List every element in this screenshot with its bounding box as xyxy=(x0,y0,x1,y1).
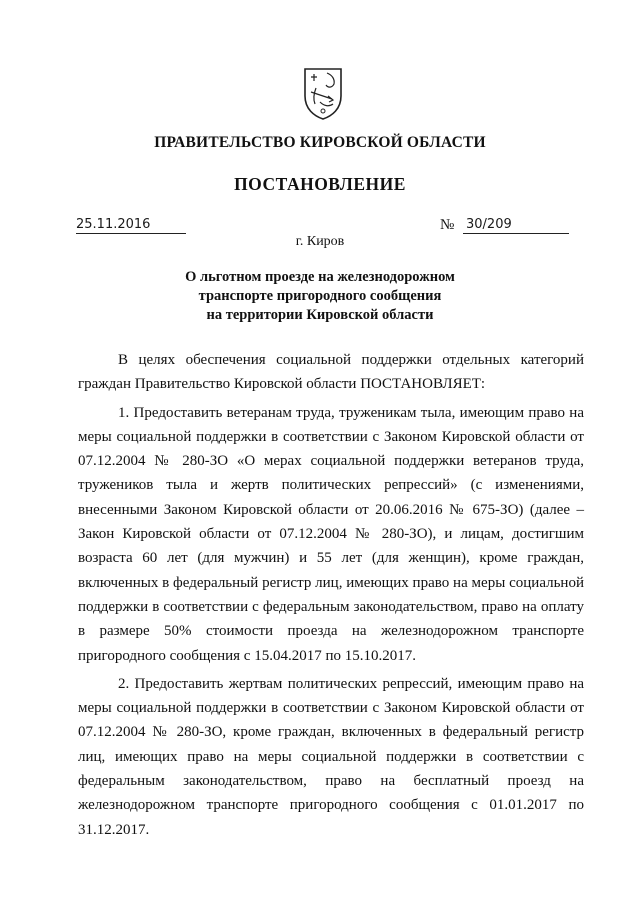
number-label: № xyxy=(440,217,455,233)
document-type-title: ПОСТАНОВЛЕНИЕ xyxy=(234,174,406,194)
city-label: г. Киров xyxy=(295,234,345,249)
date-value: 25.11.2016 xyxy=(76,217,151,232)
date-field xyxy=(76,217,186,234)
subject-line: транспорте пригородного сообщения xyxy=(198,288,442,304)
number-value: 30/209 xyxy=(466,217,512,232)
organization-title: ПРАВИТЕЛЬСТВО КИРОВСКОЙ ОБЛАСТИ xyxy=(154,134,486,151)
coat-of-arms-icon xyxy=(302,66,344,120)
subject-line: О льготном проезде на железнодорожном xyxy=(185,269,455,285)
document-subject xyxy=(140,268,500,325)
document-body xyxy=(78,348,584,842)
item-2-paragraph: 2. Предоставить жертвам политических репрессий, имеющим право на меры социальной поддержки в соответствии с Законом Кировской области от 07.12.2004 № 280-ЗО, кроме граждан, включенных в федеральный регистр лиц, имеющих право на меры социальной поддержки в соответствии с федеральным законодательством, право на бесплатный проезд на железнодорожном транспорте пригородного сообщения с 01.01.2017 по 31.12.2017. xyxy=(78,675,584,838)
number-field xyxy=(463,217,569,234)
item-1-paragraph: 1. Предоставить ветеранам труда, труженикам тыла, имеющим право на меры социальной поддержки в соответствии с Законом Кировской области от 07.12.2004 № 280-ЗО «О мерах социальной поддержки ветеранов труда, тружеников тыла и жертв политических репрессий» (с изменениями, внесенными Законом Кировской области от 20.06.2016 № 675-ЗО) (далее – Закон Кировской области от 07.12.2004 № 280-ЗО), и лицам, достигшим возраста 60 лет (для мужчин) и 55 лет (для женщин), кроме граждан, включенных в федеральный регистр лиц, имеющих право на меры социальной поддержки в соответствии с федеральным законодательством, право на оплату в размере 50% стоимости проезда на железнодорожном транспорте пригородного сообщения с 15.04.2017 по 15.10.2017. xyxy=(78,404,584,664)
intro-paragraph: В целях обеспечения социальной поддержки отдельных категорий граждан Правительство Кировской области ПОСТАНОВЛЯЕТ: xyxy=(78,352,584,393)
subject-line: на территории Кировской области xyxy=(206,307,434,323)
